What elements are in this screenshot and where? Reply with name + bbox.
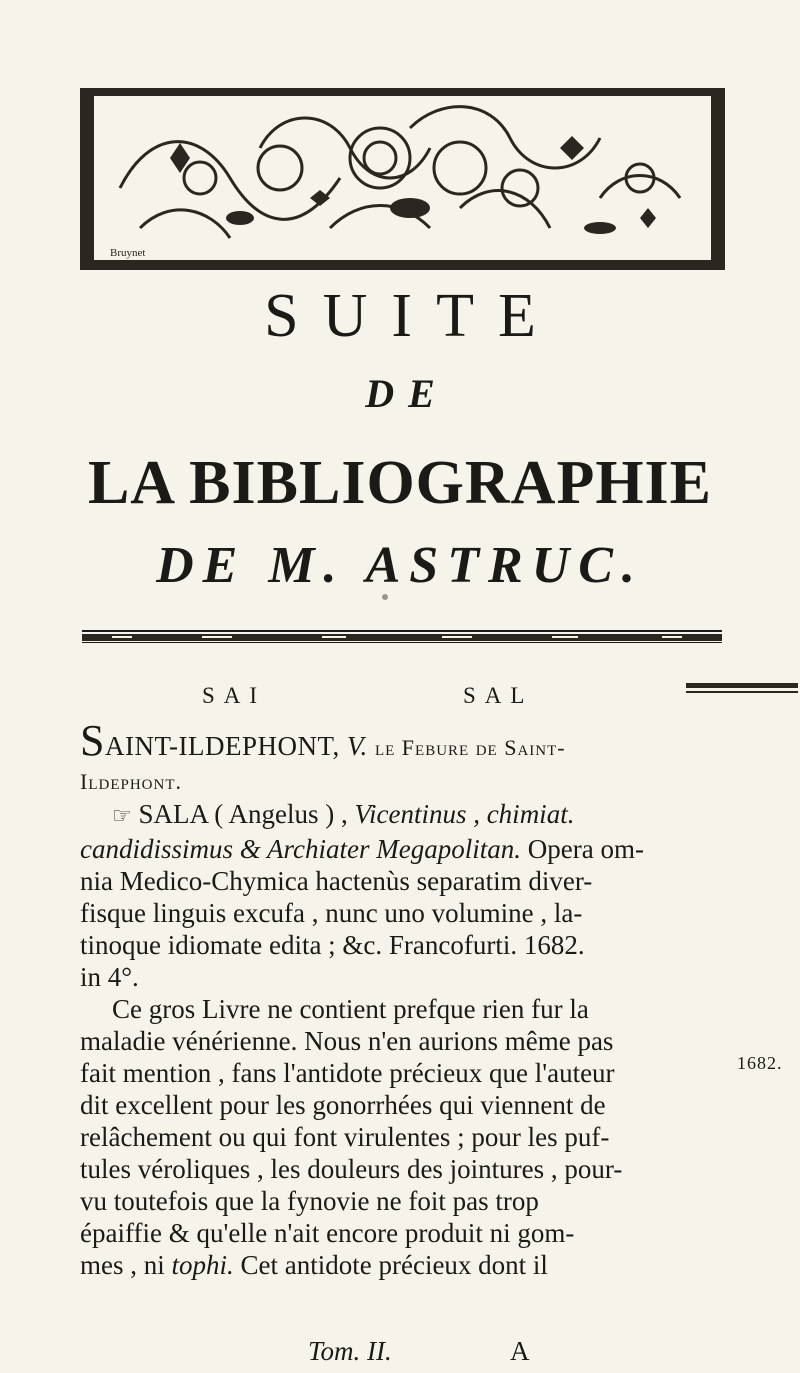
comment-line-9a: mes , ni (80, 1250, 165, 1280)
margin-rule-icon (686, 683, 798, 695)
entry-heading-line2-text: Ildephont. (80, 769, 182, 794)
pointing-hand-icon: ☞ (112, 804, 132, 829)
comment-line-9b: Cet antidote précieux dont il (240, 1250, 548, 1280)
sala-text-2: nia Medico-Chymica hactenùs separatim diver- (80, 866, 593, 896)
commentary (80, 993, 720, 1281)
title-sub: DE M. ASTRUC. (156, 537, 644, 594)
running-head-right: SAL (463, 683, 534, 708)
sala-text-3: fisque linguis excufa , nunc uno volumine , la- (80, 898, 583, 928)
comment-line-9-italic: tophi. (171, 1250, 234, 1280)
comment-line-8: épaiffie & qu'elle n'ait encore produit ni gom- (80, 1218, 575, 1248)
sala-text-5: in 4°. (80, 962, 139, 992)
dot-ornament-icon (382, 594, 388, 600)
ornamental-rule-icon (82, 630, 722, 644)
comment-line-1: Ce gros Livre ne contient prefque rien fur la (112, 994, 589, 1024)
title-main: LA BIBLIOGRAPHIE (87, 449, 713, 517)
comment-line-2: maladie vénérienne. Nous n'en aurions même pas (80, 1026, 614, 1056)
comment-line-4: dit excellent pour les gonorrhées qui viennent de (80, 1090, 606, 1120)
entry-heading-tail: le Febure de Saint- (374, 735, 566, 760)
entry-heading-v: V. (346, 731, 368, 761)
margin-year-note: 1682. (737, 1053, 783, 1073)
title-suite: SUITE (264, 282, 560, 350)
sala-entry (80, 798, 720, 993)
entry-heading (80, 716, 720, 765)
comment-line-5: relâchement ou qui font virulentes ; pour les puf- (80, 1122, 610, 1152)
engraver-signature: Bruynet (110, 247, 146, 259)
comment-line-3: fait mention , fans l'antidote précieux que l'auteur (80, 1058, 615, 1088)
floral-ornament-icon (80, 88, 725, 270)
sala-author: SALA ( Angelus ) , (138, 799, 348, 829)
entry-heading-name: AINT-ILDEPHONT, (104, 731, 340, 761)
sala-text-4: tinoque idiomate edita ; &c. Francofurti. 1682. (80, 930, 585, 960)
entry-text (80, 716, 720, 1281)
title-de: DE (365, 371, 449, 416)
comment-line-7: vu toutefois que la fynovie ne foit pas trop (80, 1186, 539, 1216)
sala-text-1: Opera om- (527, 834, 644, 864)
sala-description-2: candidissimus & Archiater Megapolitan. (80, 834, 521, 864)
drop-letter: S (80, 716, 105, 765)
comment-line-6: tules véroliques , les douleurs des jointures , pour- (80, 1154, 623, 1184)
sala-description-1: Vicentinus , chimiat. (354, 799, 575, 829)
signature-tom: Tom. II. (308, 1336, 392, 1366)
signature-letter: A (510, 1336, 530, 1366)
entry-heading-line2 (80, 764, 720, 798)
running-head-left: SAI (202, 683, 267, 708)
